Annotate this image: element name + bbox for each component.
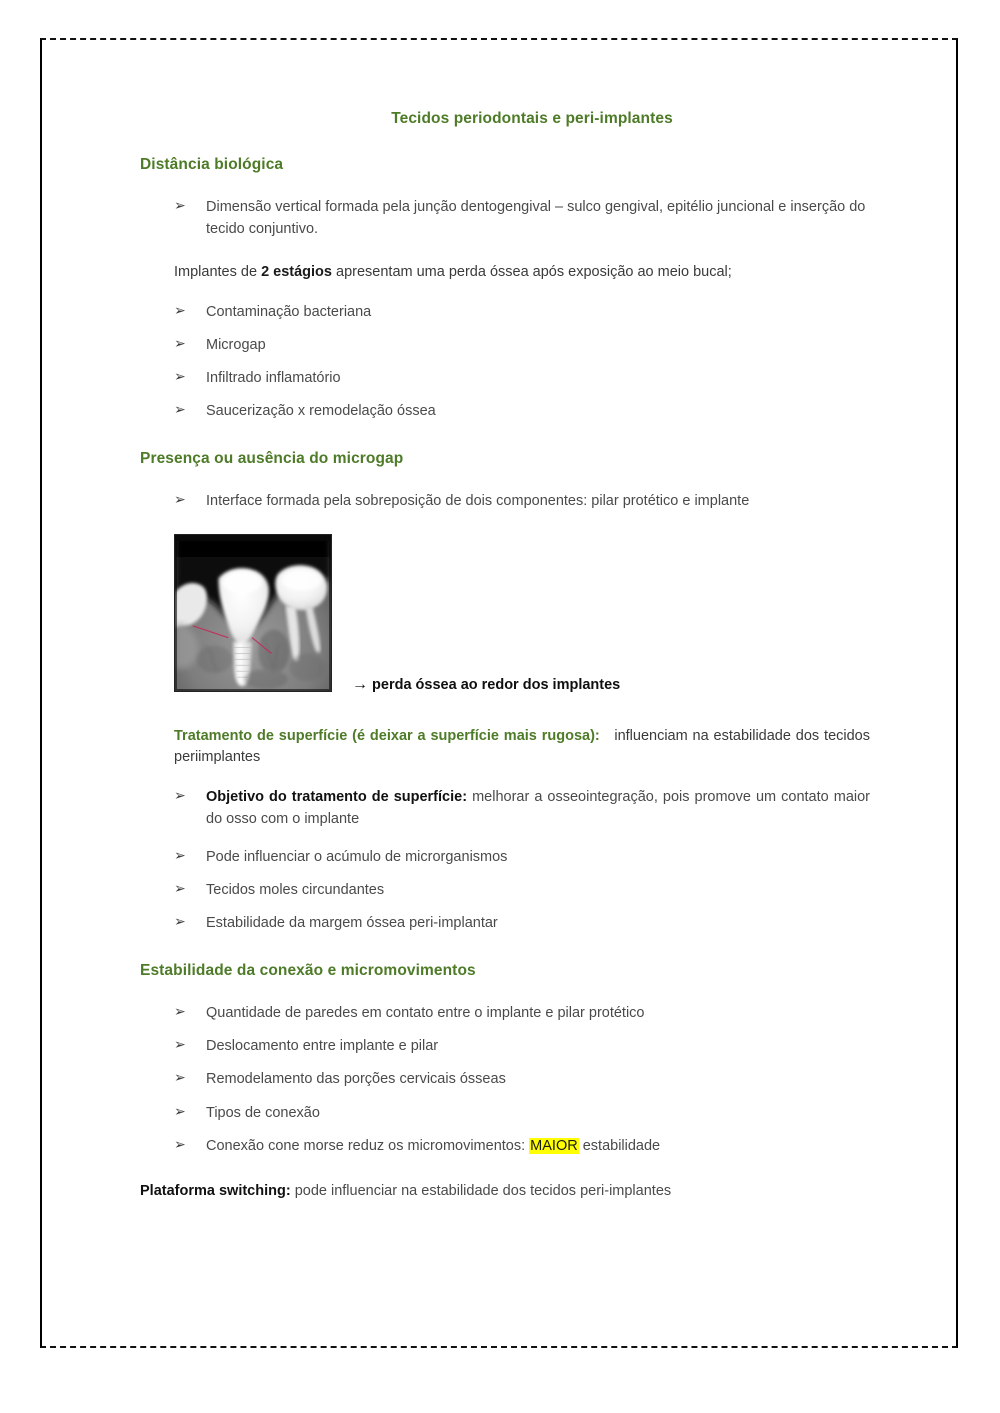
list-item-label: Quantidade de paredes em contato entre o implante e pilar protético <box>206 1005 645 1022</box>
section-heading-distancia-biologica: Distância biológica <box>140 156 284 173</box>
paragraph-tratamento-superficie <box>140 726 870 768</box>
highlighted-text: MAIOR <box>530 1137 578 1154</box>
list-item-lead: Objetivo do tratamento de superfície: <box>206 789 468 806</box>
list-item <box>174 301 870 323</box>
list-item <box>174 1102 870 1124</box>
figure-caption-text: perda óssea ao redor dos implantes <box>372 677 621 694</box>
list-item-label: Tecidos moles circundantes <box>206 882 385 899</box>
paragraph-implantes-dois-estagios <box>140 262 870 283</box>
bullet-marker-icon: ➢ <box>174 787 186 804</box>
list-item-highlighted <box>174 1135 870 1157</box>
section-heading-presenca-microgap: Presença ou ausência do microgap <box>140 450 404 468</box>
bullet-marker-icon: ➢ <box>174 1135 186 1152</box>
bullet-list-causas <box>140 301 870 422</box>
bullet-marker-icon: ➢ <box>174 880 186 897</box>
bullet-list-distancia-biologica <box>140 196 870 240</box>
bullet-marker-icon: ➢ <box>174 491 186 508</box>
bullet-marker-icon: ➢ <box>174 401 186 418</box>
list-item <box>174 786 870 830</box>
list-item-label: Microgap <box>206 337 266 354</box>
bullet-marker-icon: ➢ <box>174 913 186 930</box>
list-item-label-after: estabilidade <box>578 1137 661 1154</box>
figure-block <box>140 534 870 698</box>
list-item-label: melhorar a osseointegração, pois promove um contato maior do osso com o implante <box>206 789 870 828</box>
list-item <box>174 912 870 934</box>
bullet-list-superficie-efeitos <box>140 846 870 934</box>
figure-caption <box>352 676 620 694</box>
bullet-list-objetivo <box>140 786 870 830</box>
list-item <box>174 1002 870 1024</box>
section-heading-estabilidade-conexao: Estabilidade da conexão e micromovimentos <box>140 962 476 980</box>
arrow-right-icon: → <box>352 676 368 694</box>
list-item <box>174 490 870 512</box>
bullet-marker-icon: ➢ <box>174 1102 186 1119</box>
list-item-label: Pode influenciar o acúmulo de microrganismos <box>206 849 508 866</box>
runin-green-label: Tratamento de superfície (é deixar a superfície mais rugosa): <box>174 728 600 745</box>
runin-rest-text: influenciam na estabilidade dos tecidos periimplantes <box>174 728 870 766</box>
list-item <box>174 1035 870 1057</box>
paragraph-text-bold: 2 estágios <box>261 264 332 281</box>
list-item-label: Deslocamento entre implante e pilar <box>206 1038 439 1055</box>
list-item <box>174 334 870 356</box>
list-item-label: Interface formada pela sobreposição de dois componentes: pilar protético e implante <box>206 493 750 510</box>
list-item-label: Dimensão vertical formada pela junção dentogengival – sulco gengival, epitélio juncional e inserção do tecido conjuntivo. <box>206 199 866 238</box>
document-page <box>40 38 958 1348</box>
dental-radiograph-implant-image <box>174 534 332 692</box>
page-title: Tecidos periodontais e peri-implantes <box>391 110 673 127</box>
bullet-marker-icon: ➢ <box>174 1036 186 1053</box>
bullet-marker-icon: ➢ <box>174 197 186 213</box>
bullet-marker-icon: ➢ <box>174 847 186 864</box>
list-item <box>174 1068 870 1090</box>
closing-lead: Plataforma switching: <box>140 1182 291 1199</box>
bullet-list-estabilidade <box>140 1002 870 1156</box>
list-item-label: Remodelamento das porções cervicais ósseas <box>206 1071 506 1088</box>
bullet-marker-icon: ➢ <box>174 1069 186 1086</box>
list-item <box>174 400 870 422</box>
list-item-label-before: Conexão cone morse reduz os micromovimentos: <box>206 1137 530 1154</box>
closing-rest: pode influenciar na estabilidade dos tecidos peri-implantes <box>290 1182 672 1199</box>
bullet-list-microgap <box>140 490 870 512</box>
list-item <box>174 367 870 389</box>
bullet-marker-icon: ➢ <box>174 335 186 352</box>
document-content <box>140 110 870 1199</box>
list-item-label: Infiltrado inflamatório <box>206 370 341 387</box>
bullet-marker-icon: ➢ <box>174 1003 186 1020</box>
list-item <box>174 846 870 868</box>
list-item-label: Estabilidade da margem óssea peri-implantar <box>206 915 498 932</box>
list-item <box>174 196 870 240</box>
list-item-label: Tipos de conexão <box>206 1104 320 1121</box>
list-item <box>174 879 870 901</box>
bullet-marker-icon: ➢ <box>174 368 186 385</box>
closing-paragraph <box>140 1183 870 1199</box>
paragraph-text-before: Implantes de <box>174 264 262 281</box>
list-item-label: Contaminação bacteriana <box>206 304 372 321</box>
paragraph-text-after: apresentam uma perda óssea após exposição ao meio bucal; <box>331 264 732 281</box>
bullet-marker-icon: ➢ <box>174 302 186 319</box>
list-item-label: Saucerização x remodelação óssea <box>206 403 436 420</box>
